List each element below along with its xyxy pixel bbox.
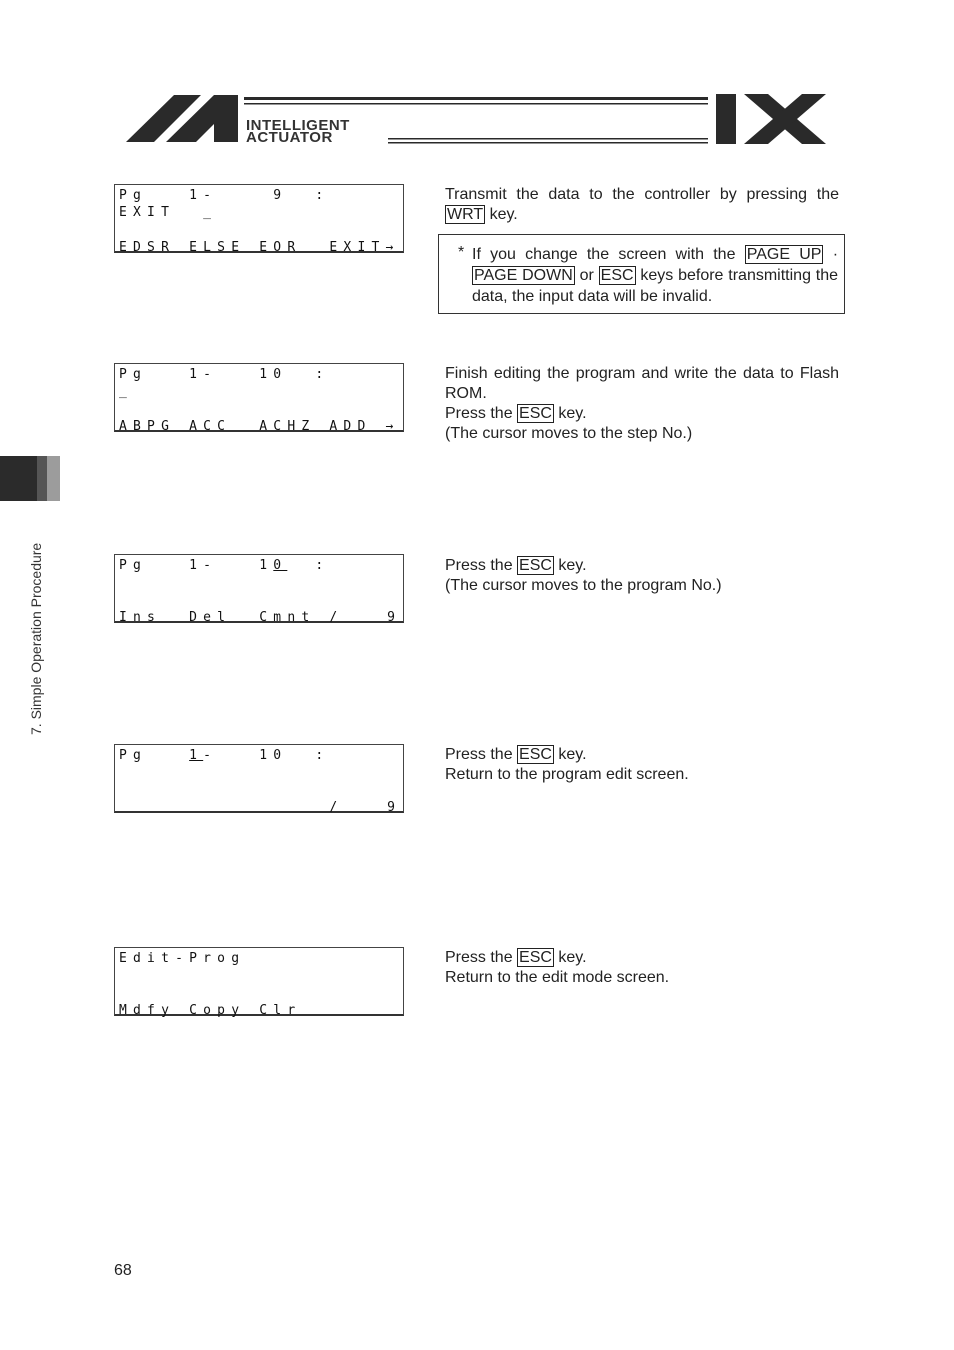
lcd-line-3: [119, 985, 399, 1001]
lcd-line-1: Pg 1- 9 :: [119, 188, 330, 203]
step-esc-program-description: [445, 745, 839, 785]
lcd-screen-program-number: [114, 744, 404, 813]
lcd-line-3: [119, 401, 399, 417]
lcd-line-2: EXIT _: [119, 205, 218, 220]
lcd-line-2: [119, 575, 399, 591]
lcd-line-1: [119, 748, 399, 764]
chapter-tab-mid: [37, 456, 47, 501]
chapter-tab-light: [47, 456, 60, 501]
step-line-1: [445, 745, 839, 765]
lcd-line-2: [119, 765, 399, 781]
ix-logo-icon: [716, 94, 828, 144]
note-separator: ·: [832, 246, 839, 263]
key-suffix: key.: [558, 949, 587, 966]
key-suffix: key.: [558, 557, 587, 574]
step-line-2: [445, 404, 839, 424]
step-esc-edit-mode-description: [445, 948, 839, 988]
press-text: Press the: [445, 746, 513, 763]
lcd-text: :: [287, 558, 330, 573]
esc-key: ESC: [519, 405, 552, 422]
lcd-line-3: [119, 592, 399, 608]
note-or: or: [579, 267, 594, 284]
step-line-1: Finish editing the program and write the data to Flash ROM.: [445, 365, 839, 402]
lcd-text: Pg 1- 1: [119, 558, 274, 573]
lcd-text: - 10 :: [203, 748, 330, 763]
lcd-line-4: [119, 800, 399, 816]
lcd-cursor: 1: [189, 748, 204, 763]
lcd-cursor: 0: [273, 558, 288, 573]
step-finish-description: [445, 364, 839, 444]
step-line-3: (The cursor moves to the step No.): [445, 425, 693, 442]
lcd-line-2: _: [119, 384, 134, 399]
press-text: Press the: [445, 557, 513, 574]
esc-key: ESC: [600, 267, 634, 284]
lcd-line-2: [119, 968, 399, 984]
lcd-text: /: [119, 800, 344, 815]
lcd-text-right: 9: [387, 610, 395, 625]
lcd-line-3: [119, 782, 399, 798]
intelligent-actuator-logo: [126, 92, 828, 148]
step-transmit-description: [445, 185, 839, 225]
lcd-text: Ins Del Cmnt /: [119, 610, 344, 625]
lcd-line-3: [119, 222, 399, 238]
page-number: 68: [114, 1262, 132, 1279]
lcd-screen-edit-mode: [114, 947, 404, 1016]
logo-text-actuator: ACTUATOR: [246, 129, 333, 146]
press-text: Press the: [445, 405, 513, 422]
step-line-2: (The cursor moves to the program No.): [445, 577, 722, 594]
key-suffix: key.: [558, 405, 587, 422]
step-esc-step-description: [445, 556, 839, 596]
page-up-key: PAGE UP: [746, 246, 822, 263]
lcd-screen-exit: [114, 184, 404, 253]
lcd-line-4: EDSR ELSE EOR EXIT→: [119, 240, 400, 255]
note-asterisk: *: [458, 244, 465, 261]
step-line-1: [445, 556, 839, 576]
page-down-key: PAGE DOWN: [474, 267, 573, 284]
esc-key: ESC: [519, 557, 552, 574]
lcd-text-right: 9: [387, 800, 395, 815]
note-text-b: keys before transmitting the data, the input data will be invalid.: [472, 267, 839, 305]
logo-text-intelligent: INTELLIGENT: [246, 117, 350, 134]
press-text: Press the: [445, 949, 513, 966]
lcd-line-1: Pg 1- 10 :: [119, 367, 330, 382]
chapter-label: 7. Simple Operation Procedure: [28, 542, 44, 735]
esc-key: ESC: [519, 949, 552, 966]
step-text: Transmit the data to the controller by pressing the: [445, 186, 839, 203]
chapter-tab-dark: [0, 456, 37, 501]
lcd-line-4: ABPG ACC ACHZ ADD →: [119, 419, 400, 434]
note-text: [472, 244, 838, 307]
lcd-screen-step-number: [114, 554, 404, 623]
step-line-2: Return to the program edit screen.: [445, 766, 689, 783]
lcd-line-1: Edit-Prog: [119, 951, 246, 966]
wrt-key: WRT: [447, 206, 484, 223]
note-text-a: If you change the screen with the: [472, 246, 736, 263]
step-line-2: Return to the edit mode screen.: [445, 969, 670, 986]
lcd-screen-step-edit: [114, 363, 404, 432]
step-text-suffix: key.: [489, 206, 518, 223]
key-suffix: key.: [558, 746, 587, 763]
lcd-line-1: [119, 558, 399, 574]
lcd-line-4: [119, 610, 399, 626]
lcd-line-4: Mdfy Copy Clr: [119, 1003, 302, 1018]
lcd-text: Pg: [119, 748, 190, 763]
esc-key: ESC: [519, 746, 552, 763]
step-line-1: [445, 948, 839, 968]
